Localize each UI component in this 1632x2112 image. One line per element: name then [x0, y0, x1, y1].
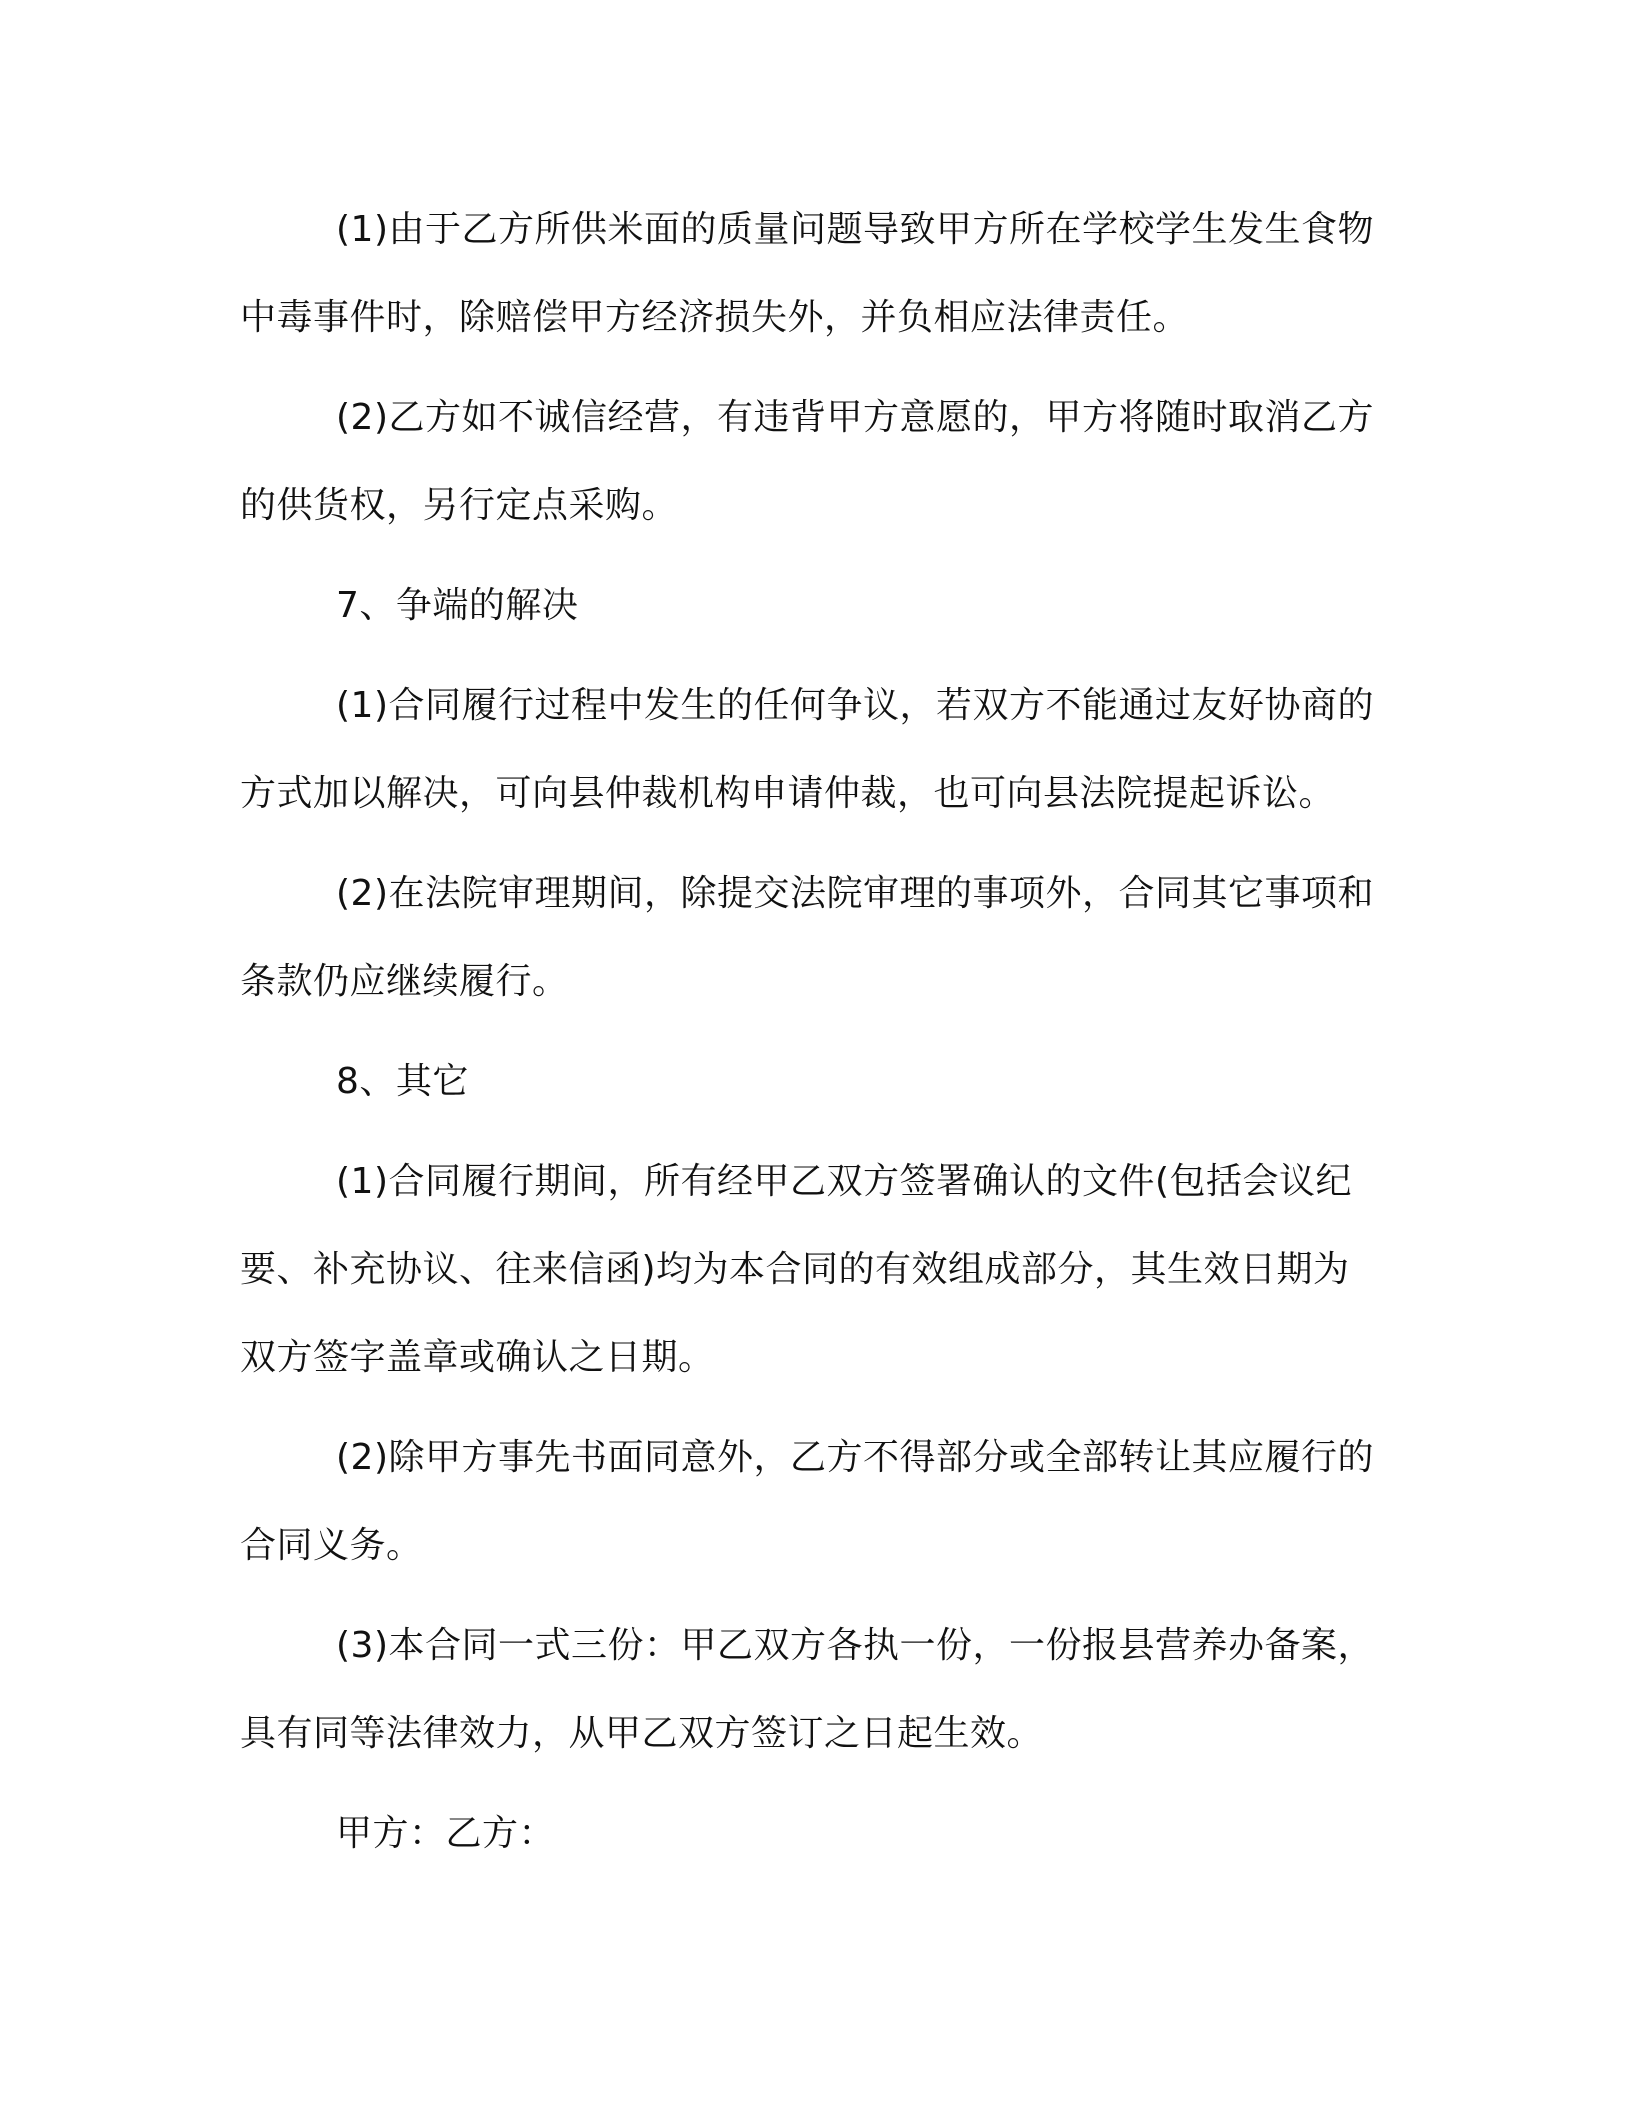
clause-6-1: (1)由于乙方所供米面的质量问题导致甲方所在学校学生发生食物中毒事件时，除赔偿甲方经济损失外，并负相应法律责任。	[240, 209, 1374, 338]
clause-7-1: (1)合同履行过程中发生的任何争议，若双方不能通过友好协商的方式加以解决，可向县仲裁机构申请仲裁，也可向县法院提起诉讼。	[240, 685, 1374, 814]
section-heading-7: 7、争端的解决	[336, 585, 579, 626]
document-body	[240, 186, 1386, 1890]
signature-line: 甲方：乙方：	[336, 1813, 556, 1854]
clause-8-3: (3)本合同一式三份：甲乙双方各执一份，一份报县营养办备案，具有同等法律效力，从甲乙双方签订之日起生效。	[240, 1625, 1374, 1754]
clause-8-1: (1)合同履行期间，所有经甲乙双方签署确认的文件(包括会议纪要、补充协议、往来信函)均为本合同的有效组成部分，其生效日期为双方签字盖章或确认之日期。	[240, 1161, 1353, 1378]
section-heading-8: 8、其它	[336, 1061, 469, 1102]
clause-8-2: (2)除甲方事先书面同意外，乙方不得部分或全部转让其应履行的合同义务。	[240, 1437, 1374, 1566]
clause-7-2: (2)在法院审理期间，除提交法院审理的事项外，合同其它事项和条款仍应继续履行。	[240, 873, 1374, 1002]
clause-6-2: (2)乙方如不诚信经营，有违背甲方意愿的，甲方将随时取消乙方的供货权，另行定点采购。	[240, 397, 1374, 526]
